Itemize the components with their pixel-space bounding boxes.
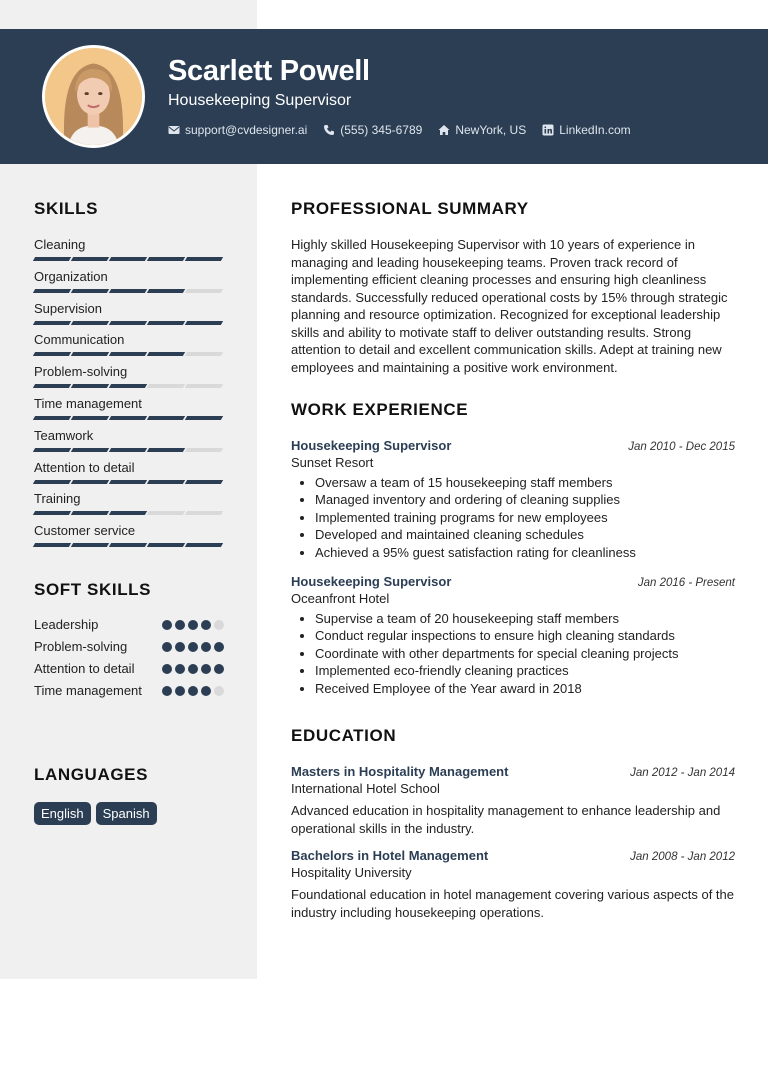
rating-dot-filled: [175, 642, 185, 652]
skill-item: [34, 491, 224, 523]
skill-segment-filled: [71, 511, 109, 515]
skill-segment-filled: [71, 543, 109, 547]
phone-icon: [323, 124, 335, 136]
summary-text: Highly skilled Housekeeping Supervisor with 10 years of experience in managing and leading housekeeping teams. Proven track record of implementing efficient cleaning processes and ensuring high cleanliness standards. Successfully reduced operational costs by 15% through strategic planning and resource optimization. Recognized for exceptional leadership skills and ability to motivate staff to deliver outstanding results. Strong attention to detail and excellent communication skills. Adept at training new employees and maintaining a positive work environment.: [291, 237, 728, 375]
skills-list: [34, 237, 224, 555]
soft-skill-item: [34, 660, 224, 678]
candidate-name: Scarlett Powell: [168, 55, 370, 87]
skill-item: [34, 396, 224, 428]
skill-segment-filled: [109, 416, 147, 420]
language-badge: Spanish: [96, 802, 157, 825]
skill-segment-filled: [109, 543, 147, 547]
skill-segment-filled: [33, 384, 71, 388]
skill-segment-filled: [185, 321, 223, 325]
contact-location: [438, 123, 526, 137]
home-icon: [438, 124, 450, 136]
skill-segment-filled: [109, 448, 147, 452]
language-badge: English: [34, 802, 91, 825]
skill-label: Supervision: [34, 300, 102, 316]
skill-segment-filled: [71, 416, 109, 420]
linkedin-icon: [542, 124, 554, 136]
skill-segment-filled: [147, 543, 185, 547]
candidate-role: Housekeeping Supervisor: [168, 92, 352, 109]
resume-header: [0, 29, 768, 164]
skill-item: [34, 301, 224, 333]
rating-dot-filled: [214, 664, 224, 674]
skill-segment-filled: [109, 321, 147, 325]
skill-label: Customer service: [34, 523, 136, 539]
skill-segment-filled: [147, 480, 185, 484]
rating-dot-filled: [175, 686, 185, 696]
skill-segment-filled: [109, 480, 147, 484]
soft-skill-label: Time management: [34, 683, 142, 698]
soft-skill-item: [34, 638, 224, 656]
skill-segment-filled: [71, 352, 109, 356]
rating-dot-filled: [175, 620, 185, 630]
skill-item: [34, 237, 224, 269]
phone-text: (555) 345-6789: [340, 123, 423, 137]
skill-segment-empty: [185, 511, 223, 515]
job-date: Jan 2016 - Present: [637, 577, 735, 589]
skill-segment-filled: [185, 416, 223, 420]
education-title: EDUCATION: [291, 726, 397, 745]
education-date: Jan 2012 - Jan 2014: [630, 767, 735, 779]
job-company: Sunset Resort: [291, 455, 374, 470]
soft-skill-item: [34, 682, 224, 700]
soft-skill-label: Attention to detail: [34, 661, 135, 676]
skill-segment-filled: [71, 257, 109, 261]
job-title: Housekeeping Supervisor: [291, 438, 452, 453]
skill-segment-filled: [33, 480, 71, 484]
skill-item: [34, 460, 224, 492]
skill-label: Cleaning: [34, 237, 86, 252]
skill-segment-filled: [147, 289, 185, 293]
skill-segment-filled: [71, 480, 109, 484]
summary-title: PROFESSIONAL SUMMARY: [291, 199, 529, 218]
skill-item: [34, 332, 224, 364]
skill-bar: [34, 416, 224, 420]
linkedin-text: LinkedIn.com: [559, 123, 631, 137]
rating-dot-filled: [175, 664, 185, 674]
skill-bar: [34, 289, 224, 293]
skill-segment-empty: [147, 384, 185, 388]
skill-segment-empty: [185, 384, 223, 388]
skill-segment-filled: [147, 321, 185, 325]
contact-phone[interactable]: [323, 123, 422, 137]
experience-title: WORK EXPERIENCE: [291, 400, 469, 419]
contact-list: [168, 123, 631, 137]
job-bullet: • Oversaw a team of 15 housekeeping staff members: [315, 474, 735, 491]
rating-dots: [162, 616, 224, 630]
skill-segment-filled: [109, 511, 147, 515]
skill-segment-filled: [33, 257, 71, 261]
skill-label: Teamwork: [34, 427, 94, 443]
education-description: Advanced education in hospitality management to enhance leadership and operational skills in the industry.: [291, 803, 721, 836]
job-entry: [291, 438, 735, 561]
skill-bar: [34, 257, 224, 261]
skill-item: [34, 428, 224, 460]
skill-segment-filled: [147, 352, 185, 356]
school-name: International Hotel School: [291, 781, 440, 796]
skill-segment-filled: [33, 289, 71, 293]
rating-dot-filled: [201, 686, 211, 696]
job-bullets: [291, 610, 735, 697]
skill-segment-filled: [33, 511, 71, 515]
rating-dot-filled: [188, 620, 198, 630]
job-bullet: • Supervise a team of 20 housekeeping staff members: [315, 610, 735, 627]
email-text: support@cvdesigner.ai: [185, 123, 308, 137]
skill-label: Problem-solving: [34, 364, 128, 380]
skill-segment-filled: [109, 289, 147, 293]
school-name: Hospitality University: [291, 865, 412, 880]
skill-bar: [34, 480, 224, 484]
skill-segment-filled: [71, 321, 109, 325]
portrait-image: [45, 48, 142, 145]
rating-dot-filled: [201, 642, 211, 652]
skill-segment-filled: [147, 257, 185, 261]
skill-segment-filled: [109, 352, 147, 356]
job-bullets: [291, 474, 735, 561]
job-bullet: • Achieved a 95% guest satisfaction rating for cleanliness: [315, 544, 735, 561]
soft-skills-list: [34, 616, 224, 704]
skill-segment-filled: [185, 543, 223, 547]
skill-bar: [34, 448, 224, 452]
skill-item: [34, 364, 224, 396]
rating-dot-filled: [188, 686, 198, 696]
skill-bar: [34, 384, 224, 388]
job-bullet: • Received Employee of the Year award in 2018: [315, 680, 735, 697]
rating-dot-filled: [162, 620, 172, 630]
contact-email[interactable]: [168, 123, 307, 137]
skill-item: [34, 523, 224, 555]
job-bullet: • Coordinate with other departments for special cleaning projects: [315, 645, 735, 662]
skill-segment-filled: [71, 448, 109, 452]
skill-segment-filled: [147, 416, 185, 420]
job-company: Oceanfront Hotel: [291, 591, 390, 606]
skill-segment-filled: [185, 257, 223, 261]
skill-segment-filled: [109, 257, 147, 261]
rating-dot-empty: [214, 686, 224, 696]
education-date: Jan 2008 - Jan 2012: [630, 851, 735, 863]
education-entry: [291, 848, 735, 921]
rating-dot-filled: [201, 620, 211, 630]
job-title: Housekeeping Supervisor: [291, 574, 452, 589]
soft-skill-item: [34, 616, 224, 634]
job-bullet: • Conduct regular inspections to ensure high cleaning standards: [315, 627, 735, 644]
education-entry: [291, 764, 735, 837]
skill-bar: [34, 352, 224, 356]
job-bullet: • Implemented eco-friendly cleaning practices: [315, 662, 735, 679]
envelope-icon: [168, 124, 180, 136]
skill-segment-filled: [109, 384, 147, 388]
rating-dot-filled: [188, 642, 198, 652]
skill-segment-filled: [33, 321, 71, 325]
skill-segment-filled: [71, 289, 109, 293]
skill-bar: [34, 511, 224, 515]
rating-dots: [162, 638, 224, 652]
avatar: [42, 45, 145, 148]
rating-dot-empty: [214, 620, 224, 630]
soft-skill-label: Problem-solving: [34, 639, 128, 654]
job-entry: [291, 574, 735, 697]
skill-segment-filled: [33, 448, 71, 452]
job-bullet: • Implemented training programs for new employees: [315, 509, 735, 526]
rating-dot-filled: [214, 642, 224, 652]
skill-bar: [34, 321, 224, 325]
job-bullet: • Managed inventory and ordering of cleaning supplies: [315, 491, 735, 508]
rating-dot-filled: [201, 664, 211, 674]
rating-dots: [162, 682, 224, 696]
degree-title: Masters in Hospitality Management: [291, 764, 509, 779]
skill-segment-filled: [71, 384, 109, 388]
education-description: Foundational education in hotel management covering various aspects of the industry including housekeeping operations.: [291, 887, 735, 920]
skill-segment-empty: [185, 289, 223, 293]
job-date: Jan 2010 - Dec 2015: [628, 441, 735, 453]
skill-item: [34, 269, 224, 301]
rating-dot-filled: [188, 664, 198, 674]
skill-segment-filled: [33, 352, 71, 356]
rating-dots: [162, 660, 224, 674]
skill-label: Communication: [34, 332, 125, 348]
skill-segment-empty: [185, 448, 223, 452]
languages-list: [34, 802, 157, 825]
skill-segment-empty: [147, 511, 185, 515]
skill-segment-filled: [33, 416, 71, 420]
soft-skill-label: Leadership: [34, 617, 99, 632]
skill-segment-filled: [185, 480, 223, 484]
skill-bar: [34, 543, 224, 547]
job-bullet: • Developed and maintained cleaning schedules: [315, 526, 735, 543]
skill-label: Organization: [34, 268, 108, 284]
languages-title: LANGUAGES: [34, 765, 149, 784]
rating-dot-filled: [162, 686, 172, 696]
soft-skills-title: SOFT SKILLS: [34, 580, 152, 599]
skill-segment-filled: [147, 448, 185, 452]
rating-dot-filled: [162, 664, 172, 674]
contact-linkedin[interactable]: [542, 123, 630, 137]
skill-segment-empty: [185, 352, 223, 356]
location-text: NewYork, US: [455, 123, 527, 137]
degree-title: Bachelors in Hotel Management: [291, 848, 489, 863]
skill-label: Time management: [34, 395, 142, 411]
rating-dot-filled: [162, 642, 172, 652]
skills-title: SKILLS: [34, 199, 99, 218]
skill-label: Attention to detail: [34, 459, 135, 475]
skill-label: Training: [34, 491, 81, 507]
skill-segment-filled: [33, 543, 71, 547]
